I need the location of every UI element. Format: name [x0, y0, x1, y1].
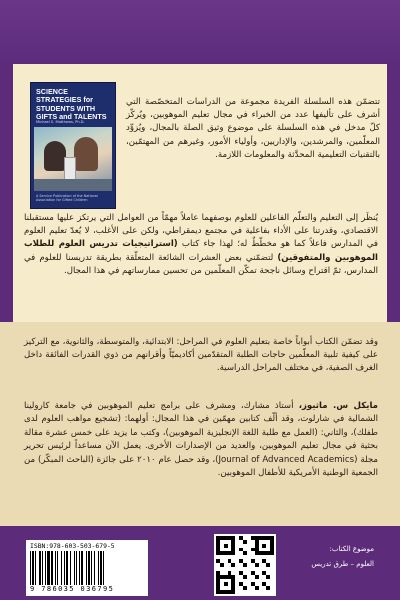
cover-footer: A Service Publication of the National Association for Gifted Children [36, 194, 98, 202]
cover-photo [34, 127, 112, 191]
cover-photo-figure [44, 141, 66, 171]
barcode [30, 551, 142, 585]
science-paragraph-text: يُنظَر إلى التعليم والتعلّم الفاعلين للعلوم بوصفهما عاملاً مهمّاً من العوامل التي يرتكز عليها مستقبلنا الاقتصادي، وقدرتنا على الأداء بفاعلية في مجتمع ديمقراطي، ولكن على الأغلب، لا يُعدّ تعليم العلوم في المدارس فاعلاً كما هو مخطّطٌ له؛ لهذا جاء كتاب [24, 213, 378, 250]
science-paragraph-end: لتضمّني بعض العشرات الشائعة المتعلّقة بطريقة تدريسنا للعلوم في المدارس، ثمّ اقتراح وسائل ناجحة تمكّن المعلّمين من تحسين ممارساتهم في هذا المجال. [24, 252, 378, 276]
subject-label: موضوع الكتاب: [329, 545, 374, 553]
subject-value: العلوم – طرق تدريس [311, 560, 374, 568]
top-band [0, 0, 400, 64]
qr-code [214, 534, 276, 596]
qr-module [270, 590, 274, 594]
author-name: مايكل س. ماثيوز، [298, 401, 378, 411]
author-bio-text: أستاذ مشارك، ومشرف على برامج تعليم الموهوبين في جامعة كارولينا الشمالية في شارلوت، وقد ألّف كتابين مهمّين في هذا المجال: أولهما: (تشجيع مواهب العلوم لدى طفلك)، والثاني: (العمل مع طلبة اللغة الإنجليزية الموهوبين)، وكتب ما يزيد على خمس عشرة مقالة بحثية في مجال تعليم الموهوبين، والعديد من الإصدارات الأخرى. يعمل الآن مساعداً لرئيس تحرير مجلة (Journal of Advanced Academics)، وقد حصل عام ٢٠١٠ على جائزة (الباحث المبكّر) من الجمعية الوطنية الأمريكية للأطفال الموهوبين. [24, 401, 378, 479]
cover-author: Michael S. Matthews, Ph.D. [36, 120, 85, 124]
author-bio [24, 400, 378, 480]
cover-photo-figure [74, 137, 98, 171]
book-cover-thumbnail [30, 82, 116, 209]
ean-digits: 9 786035 036795 [30, 585, 115, 593]
book-title-inline: (استراتيجيات تدريس العلوم للطلاب الموهوبين والمتفوقين) [24, 239, 378, 263]
science-paragraph [24, 212, 378, 278]
cover-photo-table [34, 179, 112, 191]
cover-title: SCIENCE STRATEGIES for STUDENTS WITH GIFTS and TALENTS [36, 87, 107, 121]
intro-paragraph: تتضمّن هذه السلسلة الفريدة مجموعة من الدراسات المتخصّصة التي أشرف على تأليفها عدد من الخبراء في مجال تعليم الموهوبين، ويُركّز كلّ مدخل في هذه السلسلة على موضوع وثيق الصلة بالمجال، ويُزوِّد المعلّمين، والمرشدين، والإداريين، وأولياء الأمور، وغيرهم من المهتمّين، بالتقنيات التعليمية المحدَّثة والمعلومات اللازمة. [126, 97, 380, 160]
barcode-bar [104, 551, 106, 585]
isbn-label: ISBN:978-603-503-679-5 [30, 542, 115, 550]
contents-paragraph: وقد تضمّن الكتاب أبواباً خاصة بتعليم العلوم في المراحل: الابتدائية، والمتوسطة، والثانوية، مع التركيز على كيفية تلبية المعلّمين حاجات الطلبة المتقدّمين أكاديميّاً وأقرانهم من ذوي القدرات الفائقة داخل الغرف الصفية، في مختلف المراحل الدراسية. [24, 337, 378, 374]
